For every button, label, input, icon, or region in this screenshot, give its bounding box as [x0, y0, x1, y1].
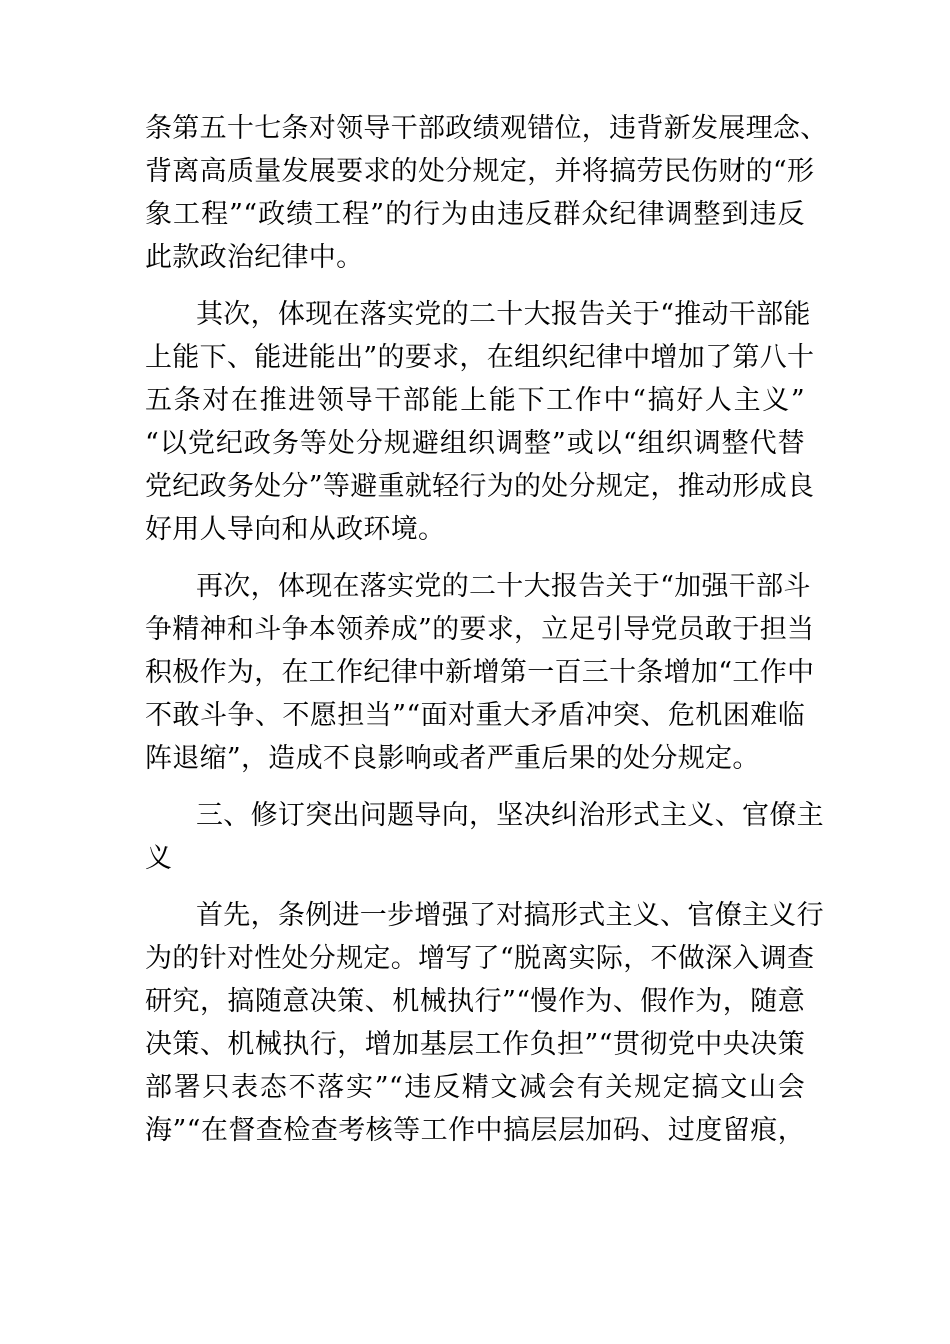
text-line: 条第五十七条对领导干部政绩观错位，违背新发展理念、	[145, 113, 828, 144]
text-line: 首先，条例进一步增强了对搞形式主义、官僚主义行	[196, 900, 824, 931]
text-line: 阵退缩”，造成不良影响或者严重后果的处分规定。	[145, 743, 760, 774]
text-line: 五条对在推进领导干部能上能下工作中“搞好人主义”	[145, 385, 805, 416]
text-line: 好用人导向和从政环境。	[145, 514, 446, 545]
text-line: 此款政治纪律中。	[145, 242, 364, 273]
section-heading: 三、修订突出问题导向，坚决纠治形式主义、官僚主	[196, 800, 824, 831]
text-line: “以党纪政务等处分规避组织调整”或以“组织调整代替	[145, 428, 805, 459]
section-heading-continued: 义	[145, 843, 173, 874]
text-line: 为的针对性处分规定。增写了“脱离实际，不做深入调查	[145, 943, 815, 974]
text-line: 上能下、能进能出”的要求，在组织纪律中增加了第八十	[145, 342, 815, 373]
text-line: 研究，搞随意决策、机械执行”“慢作为、假作为，随意	[145, 986, 805, 1017]
text-line: 其次，体现在落实党的二十大报告关于“推动干部能	[196, 299, 811, 330]
text-line: 象工程”“政绩工程”的行为由违反群众纪律调整到违反	[145, 199, 805, 230]
text-line: 争精神和斗争本领养成”的要求，立足引导党员敢于担当	[145, 614, 815, 645]
text-line: 再次，体现在落实党的二十大报告关于“加强干部斗	[196, 571, 811, 602]
text-line: 部署只表态不落实”“违反精文减会有关规定搞文山会	[145, 1072, 805, 1103]
text-line: 党纪政务处分”等避重就轻行为的处分规定，推动形成良	[145, 471, 815, 502]
text-line: 背离高质量发展要求的处分规定，并将搞劳民伤财的“形	[145, 156, 815, 187]
text-line: 海”“在督查检查考核等工作中搞层层加码、过度留痕，	[145, 1115, 805, 1146]
text-line: 不敢斗争、不愿担当”“面对重大矛盾冲突、危机困难临	[145, 700, 805, 731]
text-line: 决策、机械执行，增加基层工作负担”“贯彻党中央决策	[145, 1029, 805, 1060]
text-line: 积极作为，在工作纪律中新增第一百三十条增加“工作中	[145, 657, 815, 688]
